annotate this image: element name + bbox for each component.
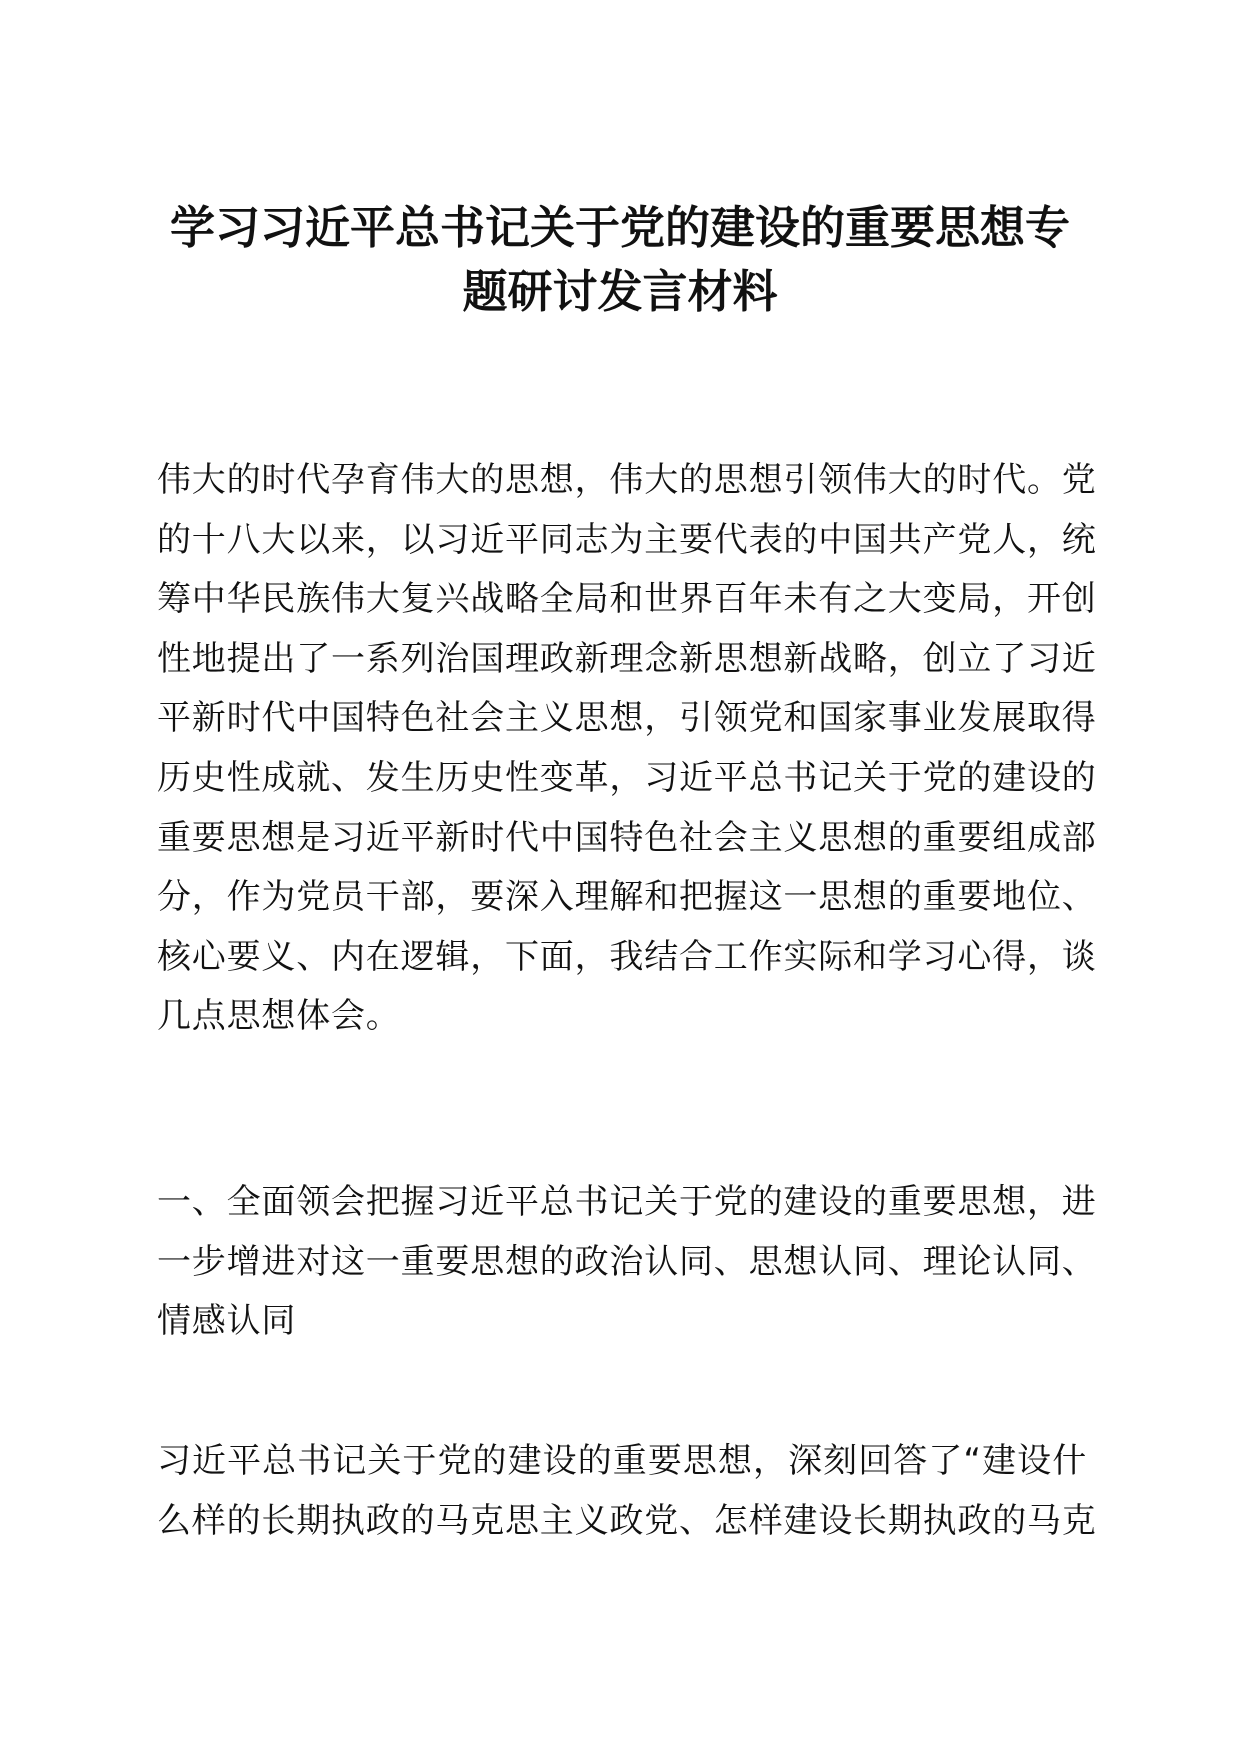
paragraph-line: 几点思想体会。 (157, 996, 401, 1037)
paragraph-line: 平新时代中国特色社会主义思想，引领党和国家事业发展取得 (157, 698, 1097, 739)
paragraph-line: 么样的长期执政的马克思主义政党、怎样建设长期执政的马克 (157, 1500, 1097, 1541)
paragraph-line: 情感认同 (157, 1301, 297, 1342)
title-line: 题研讨发言材料 (462, 265, 778, 318)
paragraph-line: 分，作为党员干部，要深入理解和把握这一思想的重要地位、 (157, 877, 1097, 918)
body-paragraph (157, 1432, 1097, 1551)
paragraph-line: 一、全面领会把握习近平总书记关于党的建设的重要思想，进 (157, 1182, 1097, 1222)
paragraph-line: 的十八大以来，以习近平同志为主要代表的中国共产党人，统 (157, 519, 1097, 560)
paragraph-line: 重要思想是习近平新时代中国特色社会主义思想的重要组成部 (157, 817, 1097, 858)
paragraph-line: 一步增进对这一重要思想的政治认同、思想认同、理论认同、 (157, 1241, 1097, 1282)
paragraph-line: 筹中华民族伟大复兴战略全局和世界百年未有之大变局，开创 (157, 579, 1097, 620)
section-heading-1 (157, 1173, 1097, 1352)
paragraph-line: 历史性成就、发生历史性变革，习近平总书记关于党的建设的 (157, 757, 1097, 798)
paragraph-line: 习近平总书记关于党的建设的重要思想，深刻回答了“建设什 (157, 1441, 1087, 1481)
document-title (150, 196, 1090, 324)
title-line: 学习习近平总书记关于党的建设的重要思想专 (169, 201, 1070, 254)
paragraph-line: 性地提出了一系列治国理政新理念新思想新战略，创立了习近 (157, 638, 1097, 679)
paragraph-line: 伟大的时代孕育伟大的思想，伟大的思想引领伟大的时代。党 (157, 460, 1097, 500)
intro-paragraph (157, 451, 1097, 1047)
paragraph-line: 核心要义、内在逻辑，下面，我结合工作实际和学习心得，谈 (157, 936, 1097, 977)
